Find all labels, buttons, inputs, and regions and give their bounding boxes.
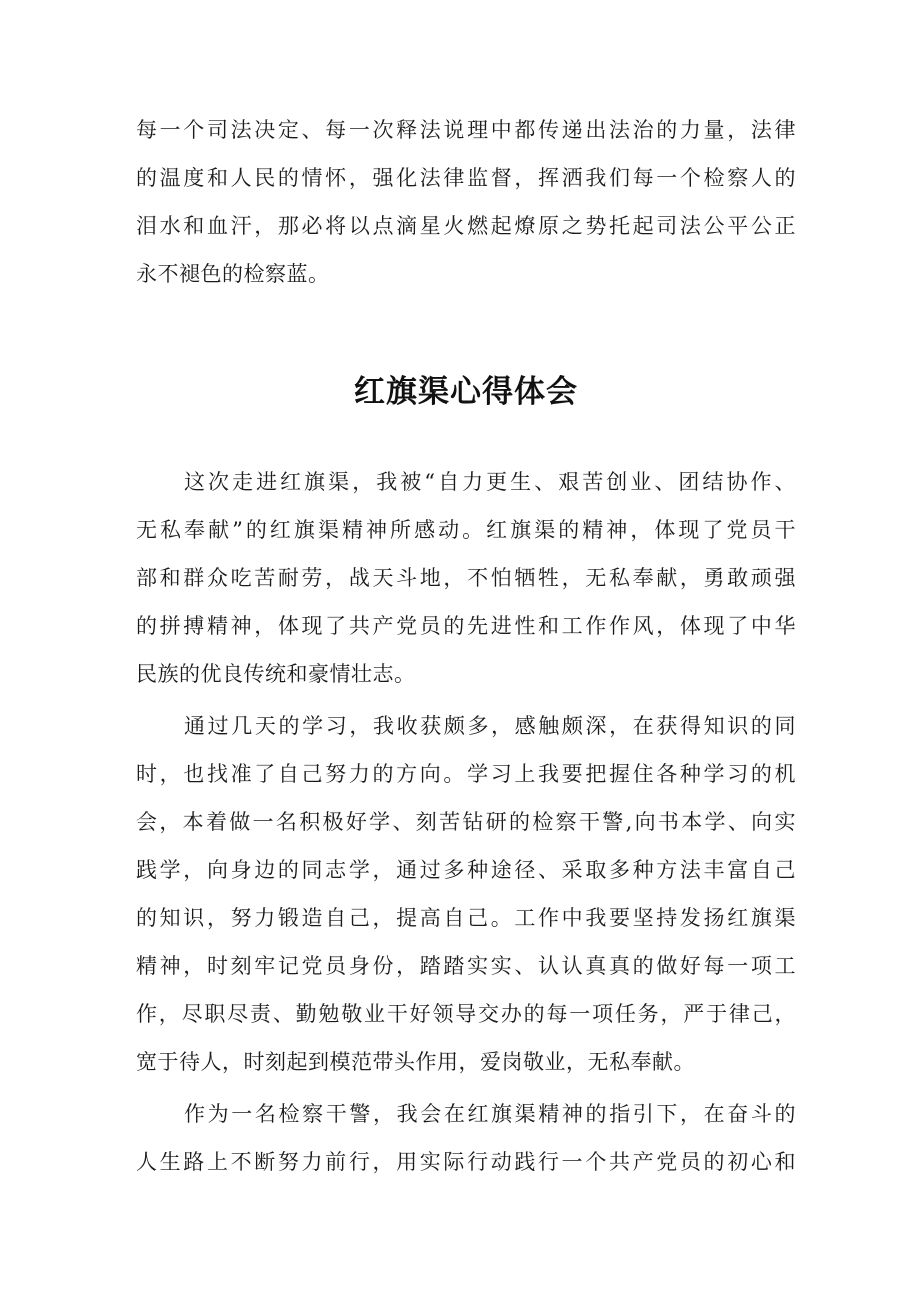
text-line: 精神，时刻牢记党员身份，踏踏实实、认认真真的做好每一项工: [136, 954, 796, 978]
text-line: 会，本着做一名积极好学、刻苦钻研的检察干警,向书本学、向实: [136, 810, 796, 834]
text-line: 永不褪色的检察蓝。: [136, 262, 330, 286]
text-line: 这次走进红旗渠，我被“自力更生、艰苦创业、团结协作、: [184, 470, 796, 494]
paragraph-3: [136, 1090, 796, 1186]
text-line: 的拼搏精神，体现了共产党员的先进性和工作作风，体现了中华: [136, 614, 796, 638]
text-line: 无私奉献”的红旗渠精神所感动。红旗渠的精神，体现了党员干: [136, 518, 796, 542]
document-page: [136, 106, 796, 1186]
paragraph-1: [136, 458, 796, 698]
text-line: 的温度和人民的情怀，强化法律监督，挥洒我们每一个检察人的: [136, 166, 796, 190]
text-line: 通过几天的学习，我收获颇多，感触颇深，在获得知识的同: [184, 714, 796, 738]
text-line: 每一个司法决定、每一次释法说理中都传递出法治的力量，法律: [136, 118, 796, 142]
text-line: 泪水和血汗，那必将以点滴星火燃起燎原之势托起司法公平公正: [136, 214, 796, 238]
text-line: 作，尽职尽责、勤勉敬业干好领导交办的每一项任务，严于律己，: [136, 1002, 796, 1026]
text-line: 的知识，努力锻造自己，提高自己。工作中我要坚持发扬红旗渠: [136, 906, 796, 930]
text-line: 民族的优良传统和豪情壮志。: [136, 662, 416, 686]
text-line: 部和群众吃苦耐劳，战天斗地，不怕牺牲，无私奉献，勇敢顽强: [136, 566, 796, 590]
text-line: 宽于待人，时刻起到模范带头作用，爱岗敬业，无私奉献。: [136, 1050, 695, 1074]
text-line: 践学，向身边的同志学，通过多种途径、采取多种方法丰富自己: [136, 858, 796, 882]
paragraph-2: [136, 702, 796, 1086]
text-line: 人生路上不断努力前行，用实际行动践行一个共产党员的初心和: [136, 1150, 796, 1174]
text-line: 作为一名检察干警，我会在红旗渠精神的指引下，在奋斗的: [184, 1102, 796, 1126]
page-title: 红旗渠心得体会: [354, 374, 578, 410]
intro-paragraph: [136, 106, 796, 298]
text-line: 时，也找准了自己努力的方向。学习上我要把握住各种学习的机: [136, 762, 796, 786]
